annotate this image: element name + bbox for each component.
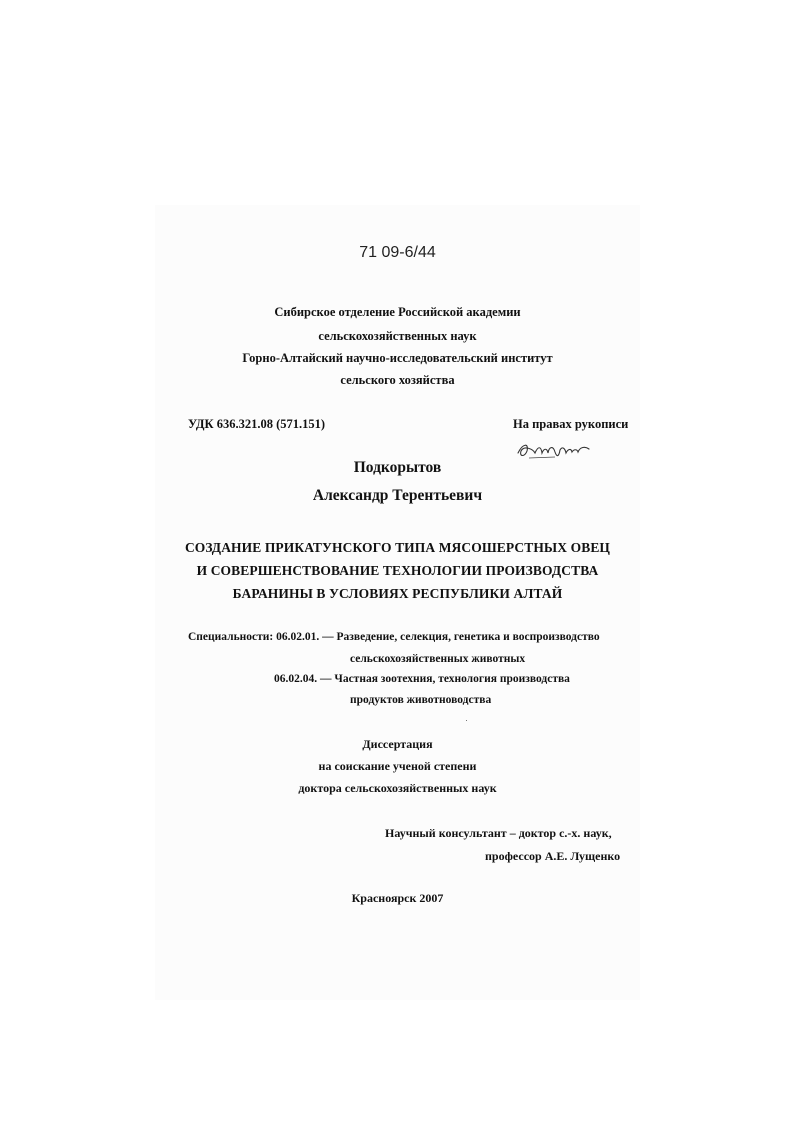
dissertation-line-3: доктора сельскохозяйственных наук — [298, 781, 497, 795]
place-year: Красноярск 2007 — [351, 891, 444, 905]
author-given-names: Александр Терентьевич — [312, 487, 483, 504]
specialty-1: Специальности: 06.02.01. — Разведение, селекция, генетика и воспроизводство — [188, 631, 600, 643]
title-line-1: СОЗДАНИЕ ПРИКАТУНСКОГО ТИПА МЯСОШЕРСТНЫХ ОВЕЦ — [184, 540, 611, 555]
rights-note: На правах рукописи — [513, 417, 629, 431]
advisor-line-2: профессор А.Е. Лущенко — [485, 849, 621, 863]
specialty-1-continued: сельскохозяйственных животных — [350, 653, 526, 665]
title-line-2: И СОВЕРШЕНСТВОВАНИЕ ТЕХНОЛОГИИ ПРОИЗВОДСТВА — [196, 563, 599, 578]
advisor-line-1: Научный консультант – доктор с.-х. наук, — [385, 826, 612, 840]
organization-line-2: сельскохозяйственных наук — [318, 329, 477, 343]
organization-line-1: Сибирское отделение Российской академии — [274, 305, 521, 319]
archive-code: 71 09-6/44 — [359, 244, 436, 261]
title-line-3: БАРАНИНЫ В УСЛОВИЯХ РЕСПУБЛИКИ АЛТАЙ — [232, 586, 563, 601]
organization-line-3: Горно-Алтайский научно-исследовательский институт — [242, 351, 553, 365]
dissertation-line-2: на соискание ученой степени — [318, 759, 477, 773]
dissertation-line-1: Диссертация — [362, 737, 433, 751]
udc-code: УДК 636.321.08 (571.151) — [188, 417, 326, 431]
specialty-2-continued: продуктов животноводства — [350, 694, 492, 706]
specialty-2: 06.02.04. — Частная зоотехния, технология производства — [274, 673, 570, 685]
page-background — [155, 205, 640, 1000]
scan-speck — [466, 720, 467, 721]
organization-line-4: сельского хозяйства — [340, 373, 455, 387]
author-surname: Подкорытов — [353, 459, 442, 476]
